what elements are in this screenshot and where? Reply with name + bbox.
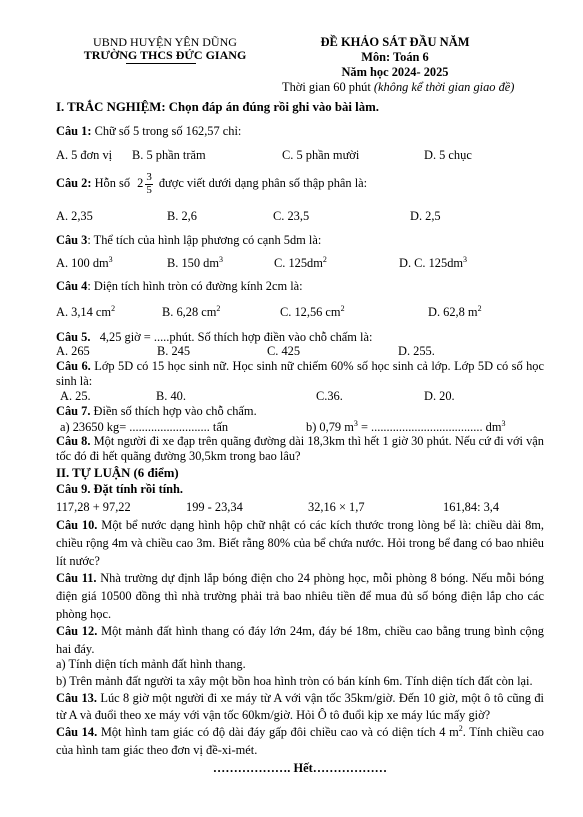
q6-option-b: B. 40. [156,389,186,403]
q2-fraction [145,172,153,196]
q14-label: Câu 14. [56,725,98,739]
q10-label: Câu 10. [56,518,98,532]
q6-option-a: A. 25. [60,389,91,403]
q5-option-c: C. 425 [267,344,301,358]
q6-label: Câu 6. [56,359,91,373]
q2-mixed-number [137,172,155,196]
q7-stem [56,404,257,420]
q2-option-d: D. 2,5 [410,209,441,223]
q11-label: Câu 11. [56,571,97,585]
q12-part-b: b) Trên mảnh đất người ta xây một bồn hoa hình tròn có bán kính 6m. Tính diện tích đất còn lại. [56,674,533,688]
q3-option-b: B. 150 $dm^3$ [167,254,223,270]
q6-stem [56,359,544,389]
q1-option-b: B. 5 phần trăm [132,148,206,162]
q3-label: Câu 3 [56,233,88,247]
q4-stem [56,279,303,295]
q5-text: 4,25 giờ = .....phút. Số thích hợp điền vào chỗ chấm là: [99,330,373,344]
q4-option-c: C. 12,56 $cm^2$ [280,303,345,319]
q9-item-4: 161,84: 3,4 [443,500,500,514]
q2-option-c: C. 23,5 [273,209,310,223]
q13-stem [56,690,544,723]
q2-stem [56,169,367,199]
exam-time [282,80,514,96]
q1-option-a: A. 5 đơn vị [56,148,113,162]
q3-option-d: D. C. $125dm^3$ [399,254,468,270]
q7-label: Câu 7. [56,404,91,418]
q2-whole: 2 [137,176,144,191]
q5-label: Câu 5. [56,330,91,344]
q9-label: Câu 9. Đặt tính rồi tính. [56,482,184,496]
q2-option-b: B. 2,6 [167,209,197,223]
q13-label: Câu 13. [56,691,97,705]
q9-item-2: 199 - 23,34 [186,500,243,514]
q5-stem [56,330,372,346]
q2-numerator: 3 [146,170,152,183]
school-name-underline [126,63,196,64]
q9-item-1: 117,28 + 97,22 [56,500,131,514]
q2-option-a: A. 2,35 [56,209,93,223]
q14-text: Một hình tam giác có độ dài đáy gấp đôi chiều cao và có diện tích 4 m [100,725,459,739]
q10-stem [56,517,544,571]
exam-year: Năm học 2024- 2025 [341,65,449,79]
q4-option-a: A. 3,14 $cm^2$ [56,303,116,319]
q3-option-a: A. 100 $dm^3$ [56,254,113,270]
q14-text-post: . Tính chiều cao của hình tam giác theo đơn vị đề-xi-mét. [56,725,544,757]
section1-title: I. TRẮC NGHIỆM: Chọn đáp án đúng rồi ghi vào bài làm. [56,100,379,114]
exam-title: ĐỀ KHẢO SÁT ĐẦU NĂM [320,35,470,49]
q13-text: Lúc 8 giờ một người đi xe máy từ A với vận tốc 35km/giờ. Đến 10 giờ, một ô tô cũng đi từ A và đuổi theo xe máy với vận tốc 60km/giờ. Hỏi Ô tô đuổi kịp xe máy lúc mấy giờ? [56,691,544,722]
time-text: Thời gian 60 phút [282,80,371,94]
q7-part-a: a) 23650 kg= .......................... tấn [60,420,229,434]
exam-subject: Môn: Toán 6 [361,50,429,64]
q2-denominator: 5 [146,183,152,196]
q2-text-before: Hỗn số [94,176,131,191]
q1-stem [56,124,241,140]
q6-text: Lớp 5D có 15 học sinh nữ. Học sinh nữ chiếm 60% số học sinh cả lớp. Lớp 5D có số học sinh là: [56,359,544,388]
school-name: TRƯỜNG THCS ĐỨC GIANG [83,48,247,62]
section2-title: II. TỰ LUẬN (6 điểm) [56,466,179,480]
q5-option-a: A. 265 [56,344,90,358]
q4-option-b: B. 6,28 $cm^2$ [162,303,221,319]
q14-stem: Câu 14. Một hình tam giác có độ dài đáy gấp đôi chiều cao và có diện tích 4 $m^2$. Tính chiều cao của hình tam giác theo đơn vị đề-xi-mét. [56,723,544,757]
q2-label: Câu 2: [56,176,92,191]
q3-option-c: C. $125dm^2$ [274,254,327,270]
q1-option-d: D. 5 chục [424,148,472,162]
school-district: UBND HUYỆN YÊN DŨNG [93,35,237,49]
q12-label: Câu 12. [56,624,98,638]
q4-text: : Diện tích hình tròn có đường kính 2cm là: [87,279,303,293]
q1-option-c: C. 5 phần mười [282,148,360,162]
q8-stem [56,434,544,464]
q11-text: Nhà trường dự định lắp bóng điện cho 24 phòng học, mỗi phòng 8 bóng. Nếu mỗi bóng điện giá 10500 đồng thì nhà trường phải trả bao nhiêu tiền để mua đủ số bóng điện lắp cho các phòng học. [56,571,544,621]
q3-stem [56,233,321,249]
q12-stem [56,623,544,659]
q10-text: Một bể nước dạng hình hộp chữ nhật có các kích thước trong lòng bể là: chiều dài 8m, chiều rộng 4m và chiều cao 3m. Biết rằng 80% của bể chứa nước. Hỏi trong bể đang có bao nhiêu lít nước? [56,518,544,568]
q5-option-b: B. 245 [157,344,191,358]
q6-option-c: C.36. [316,389,343,403]
q3-text: : Thể tích của hình lập phương có cạnh 5dm là: [87,233,322,247]
q12-text: Một mảnh đất hình thang có đáy lớn 24m, đáy bé 18m, chiều cao bằng trung bình cộng hai đáy. [56,624,545,656]
q2-text-after: được viết dưới dạng phân số thập phân là: [158,176,368,191]
q11-stem [56,570,544,624]
q5-option-d: D. 255. [398,344,435,358]
q7-part-b: b) 0,79 $m^3$ = .................................... $dm^3$ [306,418,506,434]
q1-text: Chữ số 5 trong số 162,57 chỉ: [94,124,242,138]
q9-item-3: 32,16 × 1,7 [308,500,365,514]
end-marker: ………………. Hết……………… [212,761,388,775]
q7-text: Điền số thích hợp vào chỗ chấm. [93,404,257,418]
time-note: (không kể thời gian giao đề) [373,80,515,94]
q6-option-d: D. 20. [424,389,455,403]
q8-text: Một người đi xe đạp trên quãng đường dài 18,3km thì hết 1 giờ 30 phút. Nếu cứ đi với vận tốc đó đi hết quãng đường 30,5km trong bao lâu? [56,434,544,463]
q12-part-a: a) Tính diện tích mảnh đất hình thang. [56,657,246,671]
q1-label: Câu 1: [56,124,92,138]
q4-option-d: D. 62,8 $m^2$ [428,303,482,319]
q8-label: Câu 8. [56,434,91,448]
q4-label: Câu 4 [56,279,88,293]
